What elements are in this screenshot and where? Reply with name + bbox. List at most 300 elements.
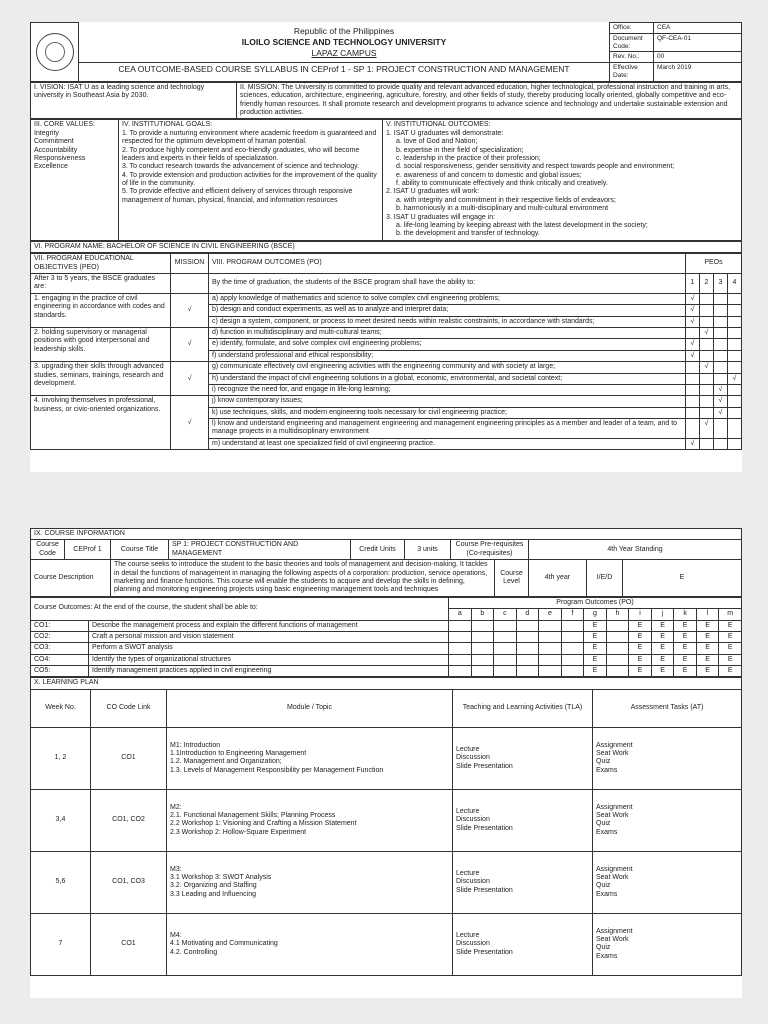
peo-number: 2 bbox=[699, 273, 713, 293]
po-letter: e bbox=[539, 609, 562, 620]
tla-item: Lecture bbox=[456, 745, 480, 753]
peo-check bbox=[713, 373, 727, 384]
tla-item: Slide Presentation bbox=[456, 948, 513, 956]
course-code-label: Course Code bbox=[31, 540, 65, 560]
campus-name: LAPAZ CAMPUS bbox=[311, 47, 377, 58]
core-value-item: Excellence bbox=[34, 163, 68, 171]
values-goals-outcomes-table bbox=[30, 119, 742, 240]
peo-check bbox=[685, 384, 699, 395]
goal-item: 4. To provide extension and production activities for the improvement of the quality of life in the community. bbox=[122, 171, 377, 188]
university-heading bbox=[79, 23, 610, 63]
credit-units: 3 units bbox=[405, 540, 451, 560]
po-item: e) identify, formulate, and solve complex civil engineering problems; bbox=[209, 339, 686, 350]
tla-item: Discussion bbox=[456, 754, 490, 762]
peo-check bbox=[699, 293, 713, 304]
university-seal-icon bbox=[36, 33, 74, 71]
at-item: Assignment bbox=[596, 865, 633, 873]
outcome-item: 2. ISAT U graduates will work: bbox=[386, 188, 480, 196]
meta-value: March 2019 bbox=[654, 63, 742, 82]
po-mark bbox=[606, 666, 629, 677]
peo-check bbox=[685, 373, 699, 384]
topic-line: M3: bbox=[170, 865, 182, 873]
po-mark bbox=[449, 666, 472, 677]
ied-value: E bbox=[623, 560, 742, 597]
topic-line: 2.1. Functional Management Skills; Planning Process bbox=[170, 811, 336, 819]
po-mark: E bbox=[696, 666, 719, 677]
po-mark: E bbox=[651, 654, 674, 665]
po-mark bbox=[561, 631, 584, 642]
meta-value: QF-CEA-01 bbox=[654, 33, 742, 52]
week-number: 1, 2 bbox=[31, 727, 91, 789]
vision-mission-table bbox=[30, 82, 742, 120]
at-item: Exams bbox=[596, 766, 618, 774]
module-topic bbox=[167, 913, 453, 975]
po-mark: E bbox=[584, 666, 607, 677]
course-outcome-text: Describe the management process and explain the different functions of management bbox=[89, 620, 449, 631]
core-value-item: Responsiveness bbox=[34, 154, 86, 162]
peo-check: √ bbox=[685, 316, 699, 327]
peo-po-table bbox=[30, 253, 742, 450]
meta-value: 00 bbox=[654, 52, 742, 63]
topic-line: 1.2. Management and Organization; bbox=[170, 758, 282, 766]
institutional-outcomes-cell bbox=[383, 120, 742, 240]
peo-check bbox=[713, 438, 727, 449]
university-seal-cell bbox=[31, 23, 79, 82]
po-item: d) function in multidisciplinary and multi-cultural teams; bbox=[209, 327, 686, 338]
po-mark bbox=[471, 620, 494, 631]
peo-item: 1. engaging in the practice of civil engineering in accordance with codes and standards. bbox=[31, 293, 171, 327]
tla-item: Lecture bbox=[456, 931, 480, 939]
po-mark: E bbox=[696, 620, 719, 631]
goal-item: 5. To provide effective and efficient delivery of services through responsive management of human, physical, financial, and information resources bbox=[122, 188, 353, 204]
peo-check bbox=[713, 293, 727, 304]
po-letter: j bbox=[651, 609, 674, 620]
learning-plan-row bbox=[31, 913, 742, 975]
peo-check bbox=[727, 305, 741, 316]
po-mark bbox=[516, 631, 539, 642]
po-mark: E bbox=[629, 620, 652, 631]
tla-item: Slide Presentation bbox=[456, 762, 513, 770]
topic-line: 2.2 Workshop 1: Visioning and Crafting a Mission Statement bbox=[170, 820, 357, 828]
peo-check bbox=[713, 419, 727, 439]
course-outcome-row bbox=[31, 620, 742, 631]
po-letter: i bbox=[629, 609, 652, 620]
topic-line: 3.1 Workshop 3: SWOT Analysis bbox=[170, 873, 272, 881]
prerequisites-label: Course Pre-requisites (Co-requisites) bbox=[451, 540, 529, 560]
po-item: f) understand professional and ethical responsibility; bbox=[209, 350, 686, 361]
po-row bbox=[31, 362, 742, 373]
co-code-link: CO1 bbox=[91, 913, 167, 975]
peo-check: √ bbox=[713, 396, 727, 407]
university-name: ILOILO SCIENCE AND TECHNOLOGY UNIVERSITY bbox=[241, 37, 447, 48]
goal-item: 3. To conduct research towards the advancement of science and technology. bbox=[122, 163, 360, 171]
po-letter: d bbox=[516, 609, 539, 620]
po-mark bbox=[494, 666, 517, 677]
meta-value: CEA bbox=[654, 23, 742, 34]
at-item: Seat Work bbox=[596, 873, 629, 881]
course-outcome-text: Craft a personal mission and vision statement bbox=[89, 631, 449, 642]
goal-item: 2. To produce highly competent and eco-friendly graduates, who will become leaders and experts in their fields of specialization. bbox=[122, 146, 360, 162]
mission-check: √ bbox=[171, 327, 209, 361]
at-cell bbox=[593, 913, 742, 975]
peo-number: 1 bbox=[685, 273, 699, 293]
po-mark bbox=[606, 631, 629, 642]
peo-check bbox=[685, 362, 699, 373]
syllabus-title: CEA OUTCOME-BASED COURSE SYLLABUS IN CEProf 1 - SP 1: PROJECT CONSTRUCTION AND MANAGEMENT bbox=[79, 63, 610, 82]
co-code-link: CO1, CO2 bbox=[91, 789, 167, 851]
peo-check bbox=[727, 362, 741, 373]
po-mark bbox=[516, 666, 539, 677]
po-mark: E bbox=[719, 666, 742, 677]
po-mark bbox=[471, 666, 494, 677]
po-mark bbox=[539, 643, 562, 654]
po-item: c) design a system, component, or process to meet desired needs within realistic constraints, in accordance with standards; bbox=[209, 316, 686, 327]
po-mark bbox=[516, 620, 539, 631]
po-mark bbox=[471, 631, 494, 642]
po-item: b) design and conduct experiments, as well as to analyze and interpret data; bbox=[209, 305, 686, 316]
course-outcome-row bbox=[31, 643, 742, 654]
po-item: a) apply knowledge of mathematics and science to solve complex civil engineering problems; bbox=[209, 293, 686, 304]
peo-check: √ bbox=[685, 339, 699, 350]
institutional-goals-cell bbox=[119, 120, 383, 240]
po-mark bbox=[539, 666, 562, 677]
po-mark bbox=[606, 643, 629, 654]
at-item: Assignment bbox=[596, 927, 633, 935]
goal-item: 1. To provide a nurturing environment where academic freedom is guaranteed and respected for the optimum development of human potential. bbox=[122, 129, 377, 146]
po-mark bbox=[561, 654, 584, 665]
peo-check bbox=[699, 407, 713, 418]
meta-label: Rev. No.: bbox=[610, 52, 654, 63]
po-mark: E bbox=[696, 654, 719, 665]
po-mark: E bbox=[674, 620, 697, 631]
peo-check bbox=[727, 293, 741, 304]
po-mark bbox=[471, 643, 494, 654]
core-values-title: III. CORE VALUES: bbox=[34, 121, 95, 129]
po-mark bbox=[449, 643, 472, 654]
po-letter: b bbox=[471, 609, 494, 620]
program-outcomes-label: Program Outcomes (PO) bbox=[449, 597, 742, 608]
peo-check bbox=[727, 327, 741, 338]
po-item: l) know and understand engineering and management engineering and management engineering principles as a member and leader of a team, and to manage projects in a multidisciplinary environment bbox=[209, 419, 686, 439]
po-letter: a bbox=[449, 609, 472, 620]
topic-line: 1.3. Levels of Management Responsibility per Management Function bbox=[170, 766, 384, 774]
peo-check: √ bbox=[685, 293, 699, 304]
po-mark: E bbox=[696, 631, 719, 642]
peo-header: VII. PROGRAM EDUCATIONAL OBJECTIVES (PEO) bbox=[31, 254, 171, 274]
credit-units-label: Credit Units bbox=[351, 540, 405, 560]
mission-check: √ bbox=[171, 293, 209, 327]
course-outcome-code: CO5: bbox=[31, 666, 89, 677]
peo-check bbox=[685, 419, 699, 439]
outcome-item: b. expertise in their field of specialization; bbox=[396, 146, 524, 154]
course-outcome-code: CO2: bbox=[31, 631, 89, 642]
at-item: Quiz bbox=[596, 758, 611, 766]
at-item: Quiz bbox=[596, 882, 611, 890]
learning-plan-title: X. LEARNING PLAN bbox=[31, 678, 742, 689]
peo-check bbox=[713, 362, 727, 373]
peo-number: 3 bbox=[713, 273, 727, 293]
course-outcome-text: Perform a SWOT analysis bbox=[89, 643, 449, 654]
outcome-item: a. with integrity and commitment in their respective fields of endeavors; bbox=[396, 196, 616, 204]
at-item: Assignment bbox=[596, 741, 633, 749]
outcome-item: a. life-long learning by keeping abreast with the latest development in the society; bbox=[396, 222, 648, 230]
po-mark bbox=[539, 620, 562, 631]
po-mark: E bbox=[674, 631, 697, 642]
co-code-header: CO Code Link bbox=[91, 689, 167, 727]
po-letter: g bbox=[584, 609, 607, 620]
at-item: Exams bbox=[596, 952, 618, 960]
at-item: Seat Work bbox=[596, 935, 629, 943]
module-topic bbox=[167, 851, 453, 913]
peo-check bbox=[699, 316, 713, 327]
module-topic-header: Module / Topic bbox=[167, 689, 453, 727]
course-level: 4th year bbox=[529, 560, 587, 597]
topic-line: 2.3 Workshop 2: Hollow-Square Experiment bbox=[170, 828, 307, 836]
peo-check bbox=[727, 419, 741, 439]
po-mark bbox=[516, 654, 539, 665]
peo-check: √ bbox=[685, 438, 699, 449]
po-mark bbox=[539, 654, 562, 665]
program-name-table bbox=[30, 241, 742, 253]
at-header: Assessment Tasks (AT) bbox=[593, 689, 742, 727]
core-value-item: Commitment bbox=[34, 138, 74, 146]
core-value-item: Accountability bbox=[34, 146, 78, 154]
at-item: Quiz bbox=[596, 820, 611, 828]
po-intro: By the time of graduation, the students of the BSCE program shall have the ability to: bbox=[209, 273, 686, 293]
po-mark: E bbox=[719, 643, 742, 654]
po-header: VIII. PROGRAM OUTCOMES (PO) bbox=[209, 254, 686, 274]
po-item: h) understand the impact of civil engineering solutions in a global, economic, environmental, and societal context; bbox=[209, 373, 686, 384]
course-info-title: IX. COURSE INFORMATION bbox=[31, 529, 742, 540]
po-mark bbox=[494, 654, 517, 665]
at-item: Quiz bbox=[596, 944, 611, 952]
module-topic bbox=[167, 727, 453, 789]
outcome-item: 3. ISAT U graduates will engage in: bbox=[386, 213, 496, 221]
tla-cell bbox=[453, 851, 593, 913]
peo-check: √ bbox=[699, 327, 713, 338]
po-mark bbox=[494, 620, 517, 631]
topic-line: M4: bbox=[170, 931, 182, 939]
peo-check: √ bbox=[699, 419, 713, 439]
po-mark: E bbox=[651, 631, 674, 642]
po-letter: k bbox=[674, 609, 697, 620]
course-outcome-code: CO1: bbox=[31, 620, 89, 631]
course-outcome-code: CO3: bbox=[31, 643, 89, 654]
peo-check bbox=[727, 350, 741, 361]
peo-check bbox=[699, 438, 713, 449]
peo-check bbox=[699, 339, 713, 350]
peo-check bbox=[727, 339, 741, 350]
peo-intro: After 3 to 5 years, the BSCE graduates are: bbox=[31, 273, 171, 293]
po-mark: E bbox=[629, 654, 652, 665]
outcome-item: e. awareness of and concern to domestic and global issues; bbox=[396, 171, 582, 179]
week-number: 5,6 bbox=[31, 851, 91, 913]
topic-line: M2: bbox=[170, 803, 182, 811]
po-item: k) use techniques, skills, and modern engineering tools necessary for civil engineering practice; bbox=[209, 407, 686, 418]
po-mark bbox=[561, 666, 584, 677]
module-topic bbox=[167, 789, 453, 851]
at-item: Exams bbox=[596, 828, 618, 836]
po-item: g) communicate effectively civil engineering activities with the engineering community and with society at large; bbox=[209, 362, 686, 373]
at-cell bbox=[593, 727, 742, 789]
po-mark bbox=[516, 643, 539, 654]
po-mark: E bbox=[674, 666, 697, 677]
po-mark: E bbox=[584, 631, 607, 642]
topic-line: 4.2. Controlling bbox=[170, 948, 218, 956]
po-row bbox=[31, 327, 742, 338]
course-code: CEProf 1 bbox=[65, 540, 111, 560]
po-mark: E bbox=[629, 666, 652, 677]
po-mark: E bbox=[719, 631, 742, 642]
course-title-label: Course Title bbox=[111, 540, 169, 560]
peo-check bbox=[699, 396, 713, 407]
peo-check bbox=[699, 373, 713, 384]
co-code-link: CO1 bbox=[91, 727, 167, 789]
tla-item: Discussion bbox=[456, 940, 490, 948]
tla-cell bbox=[453, 913, 593, 975]
peo-check: √ bbox=[699, 362, 713, 373]
peo-check bbox=[727, 316, 741, 327]
peo-item: 2. holding supervisory or managerial positions with good interpersonal and leadership skills. bbox=[31, 327, 171, 361]
po-mark: E bbox=[651, 643, 674, 654]
learning-plan-table bbox=[30, 677, 742, 975]
peo-check bbox=[699, 350, 713, 361]
po-mark: E bbox=[584, 620, 607, 631]
week-number: 3,4 bbox=[31, 789, 91, 851]
meta-label: Document Code: bbox=[610, 33, 654, 52]
peo-check bbox=[699, 305, 713, 316]
po-mark bbox=[449, 654, 472, 665]
core-values-cell bbox=[31, 120, 119, 240]
po-mark: E bbox=[719, 654, 742, 665]
mission-check: √ bbox=[171, 396, 209, 450]
po-letter: f bbox=[561, 609, 584, 620]
outcome-item: a. love of God and Nation; bbox=[396, 138, 478, 146]
tla-item: Lecture bbox=[456, 807, 480, 815]
learning-plan-row bbox=[31, 789, 742, 851]
po-item: j) know contemporary issues; bbox=[209, 396, 686, 407]
outcome-item: b. harmoniously in a multi-disciplinary and multi-cultural environment bbox=[396, 205, 609, 213]
po-mark: E bbox=[674, 643, 697, 654]
po-mark: E bbox=[651, 666, 674, 677]
course-outcome-row bbox=[31, 666, 742, 677]
outcome-item: b. the development and transfer of technology. bbox=[396, 230, 540, 238]
po-mark: E bbox=[696, 643, 719, 654]
tla-item: Lecture bbox=[456, 869, 480, 877]
peo-check: √ bbox=[713, 407, 727, 418]
po-mark bbox=[606, 654, 629, 665]
course-outcome-row bbox=[31, 631, 742, 642]
peo-check bbox=[713, 305, 727, 316]
po-letter: l bbox=[696, 609, 719, 620]
po-mark: E bbox=[584, 654, 607, 665]
po-letter: c bbox=[494, 609, 517, 620]
course-description-label: Course Description bbox=[31, 560, 111, 597]
meta-label: Office: bbox=[610, 23, 654, 34]
po-mark bbox=[449, 620, 472, 631]
po-mark: E bbox=[674, 654, 697, 665]
peo-check bbox=[713, 316, 727, 327]
tla-header: Teaching and Learning Activities (TLA) bbox=[453, 689, 593, 727]
tla-cell bbox=[453, 789, 593, 851]
prerequisites: 4th Year Standing bbox=[529, 540, 742, 560]
po-item: i) recognize the need for, and engage in life-long learning; bbox=[209, 384, 686, 395]
po-mark bbox=[539, 631, 562, 642]
mission-header: MISSION bbox=[171, 254, 209, 274]
po-letter: m bbox=[719, 609, 742, 620]
peo-check bbox=[685, 327, 699, 338]
po-mark: E bbox=[584, 643, 607, 654]
course-level-label: Course Level bbox=[495, 560, 529, 597]
topic-line: 3.2. Organizing and Staffing bbox=[170, 882, 257, 890]
meta-label: Effective Date: bbox=[610, 63, 654, 82]
po-mark bbox=[561, 620, 584, 631]
po-mark bbox=[606, 620, 629, 631]
po-mark: E bbox=[629, 643, 652, 654]
co-code-link: CO1, CO3 bbox=[91, 851, 167, 913]
at-item: Seat Work bbox=[596, 749, 629, 757]
course-outcomes-table bbox=[30, 597, 742, 678]
course-title: SP 1: PROJECT CONSTRUCTION AND MANAGEMENT bbox=[169, 540, 351, 560]
po-mark bbox=[449, 631, 472, 642]
outcomes-title: V. INSTITUTIONAL OUTCOMES: bbox=[386, 121, 491, 129]
week-header: Week No. bbox=[31, 689, 91, 727]
tla-item: Slide Presentation bbox=[456, 824, 513, 832]
vision-text: I. VISION: ISAT U as a leading science and technology university in Southeast Asia by 2030. bbox=[31, 82, 237, 119]
peo-check: √ bbox=[713, 384, 727, 395]
outcome-item: f. ability to communicate effectively and think critically and creatively. bbox=[396, 180, 608, 188]
peos-header: PEOs bbox=[685, 254, 741, 274]
syllabus-page-1 bbox=[30, 22, 742, 472]
outcome-item: c. leadership in the practice of their profession; bbox=[396, 154, 541, 162]
syllabus-page-2 bbox=[30, 528, 742, 998]
po-mark bbox=[494, 643, 517, 654]
topic-line: 3.3 Leading and Influencing bbox=[170, 890, 257, 898]
peo-check bbox=[685, 396, 699, 407]
peo-check bbox=[699, 384, 713, 395]
course-outcome-text: Identify the types of organizational structures bbox=[89, 654, 449, 665]
goals-title: IV. INSTITUTIONAL GOALS: bbox=[122, 121, 213, 129]
peo-check bbox=[727, 384, 741, 395]
po-mark: E bbox=[719, 620, 742, 631]
tla-item: Slide Presentation bbox=[456, 886, 513, 894]
peo-item: 4. involving themselves in professional, business, or civic-oriented organizations. bbox=[31, 396, 171, 450]
peo-number: 4 bbox=[727, 273, 741, 293]
peo-check bbox=[727, 396, 741, 407]
peo-check bbox=[713, 350, 727, 361]
peo-check bbox=[727, 438, 741, 449]
peo-check bbox=[685, 407, 699, 418]
mission-text: II. MISSION: The University is committed to provide quality and relevant advanced education, higher technological, professional instruction and training in arts, sciences, education, architecture, engineering, agriculture, forestry, and other fields of study, thereby producing locally oriented, globally competitive and eco-friendly human resources. It shall promote research and development programs to advance science and technology and undertake sustainable extension and production activities. bbox=[237, 82, 742, 119]
outcome-item: d. social responsiveness, gender sensitivity and respect towards people and environment; bbox=[396, 163, 675, 171]
course-info-table bbox=[30, 528, 742, 597]
tla-cell bbox=[453, 727, 593, 789]
po-mark bbox=[561, 643, 584, 654]
topic-line: 4.1 Motivating and Communicating bbox=[170, 940, 278, 948]
po-row bbox=[31, 293, 742, 304]
po-item: m) understand at least one specialized field of civil engineering practice. bbox=[209, 438, 686, 449]
topic-line: 1.1Introduction to Engineering Management bbox=[170, 749, 307, 757]
republic-text: Republic of the Philippines bbox=[293, 26, 395, 37]
course-outcome-row bbox=[31, 654, 742, 665]
tla-item: Discussion bbox=[456, 878, 490, 886]
week-number: 7 bbox=[31, 913, 91, 975]
mission-check: √ bbox=[171, 362, 209, 396]
core-value-item: Integrity bbox=[34, 129, 59, 137]
po-mark bbox=[471, 654, 494, 665]
at-item: Seat Work bbox=[596, 811, 629, 819]
ied-label: I/E/D bbox=[587, 560, 623, 597]
